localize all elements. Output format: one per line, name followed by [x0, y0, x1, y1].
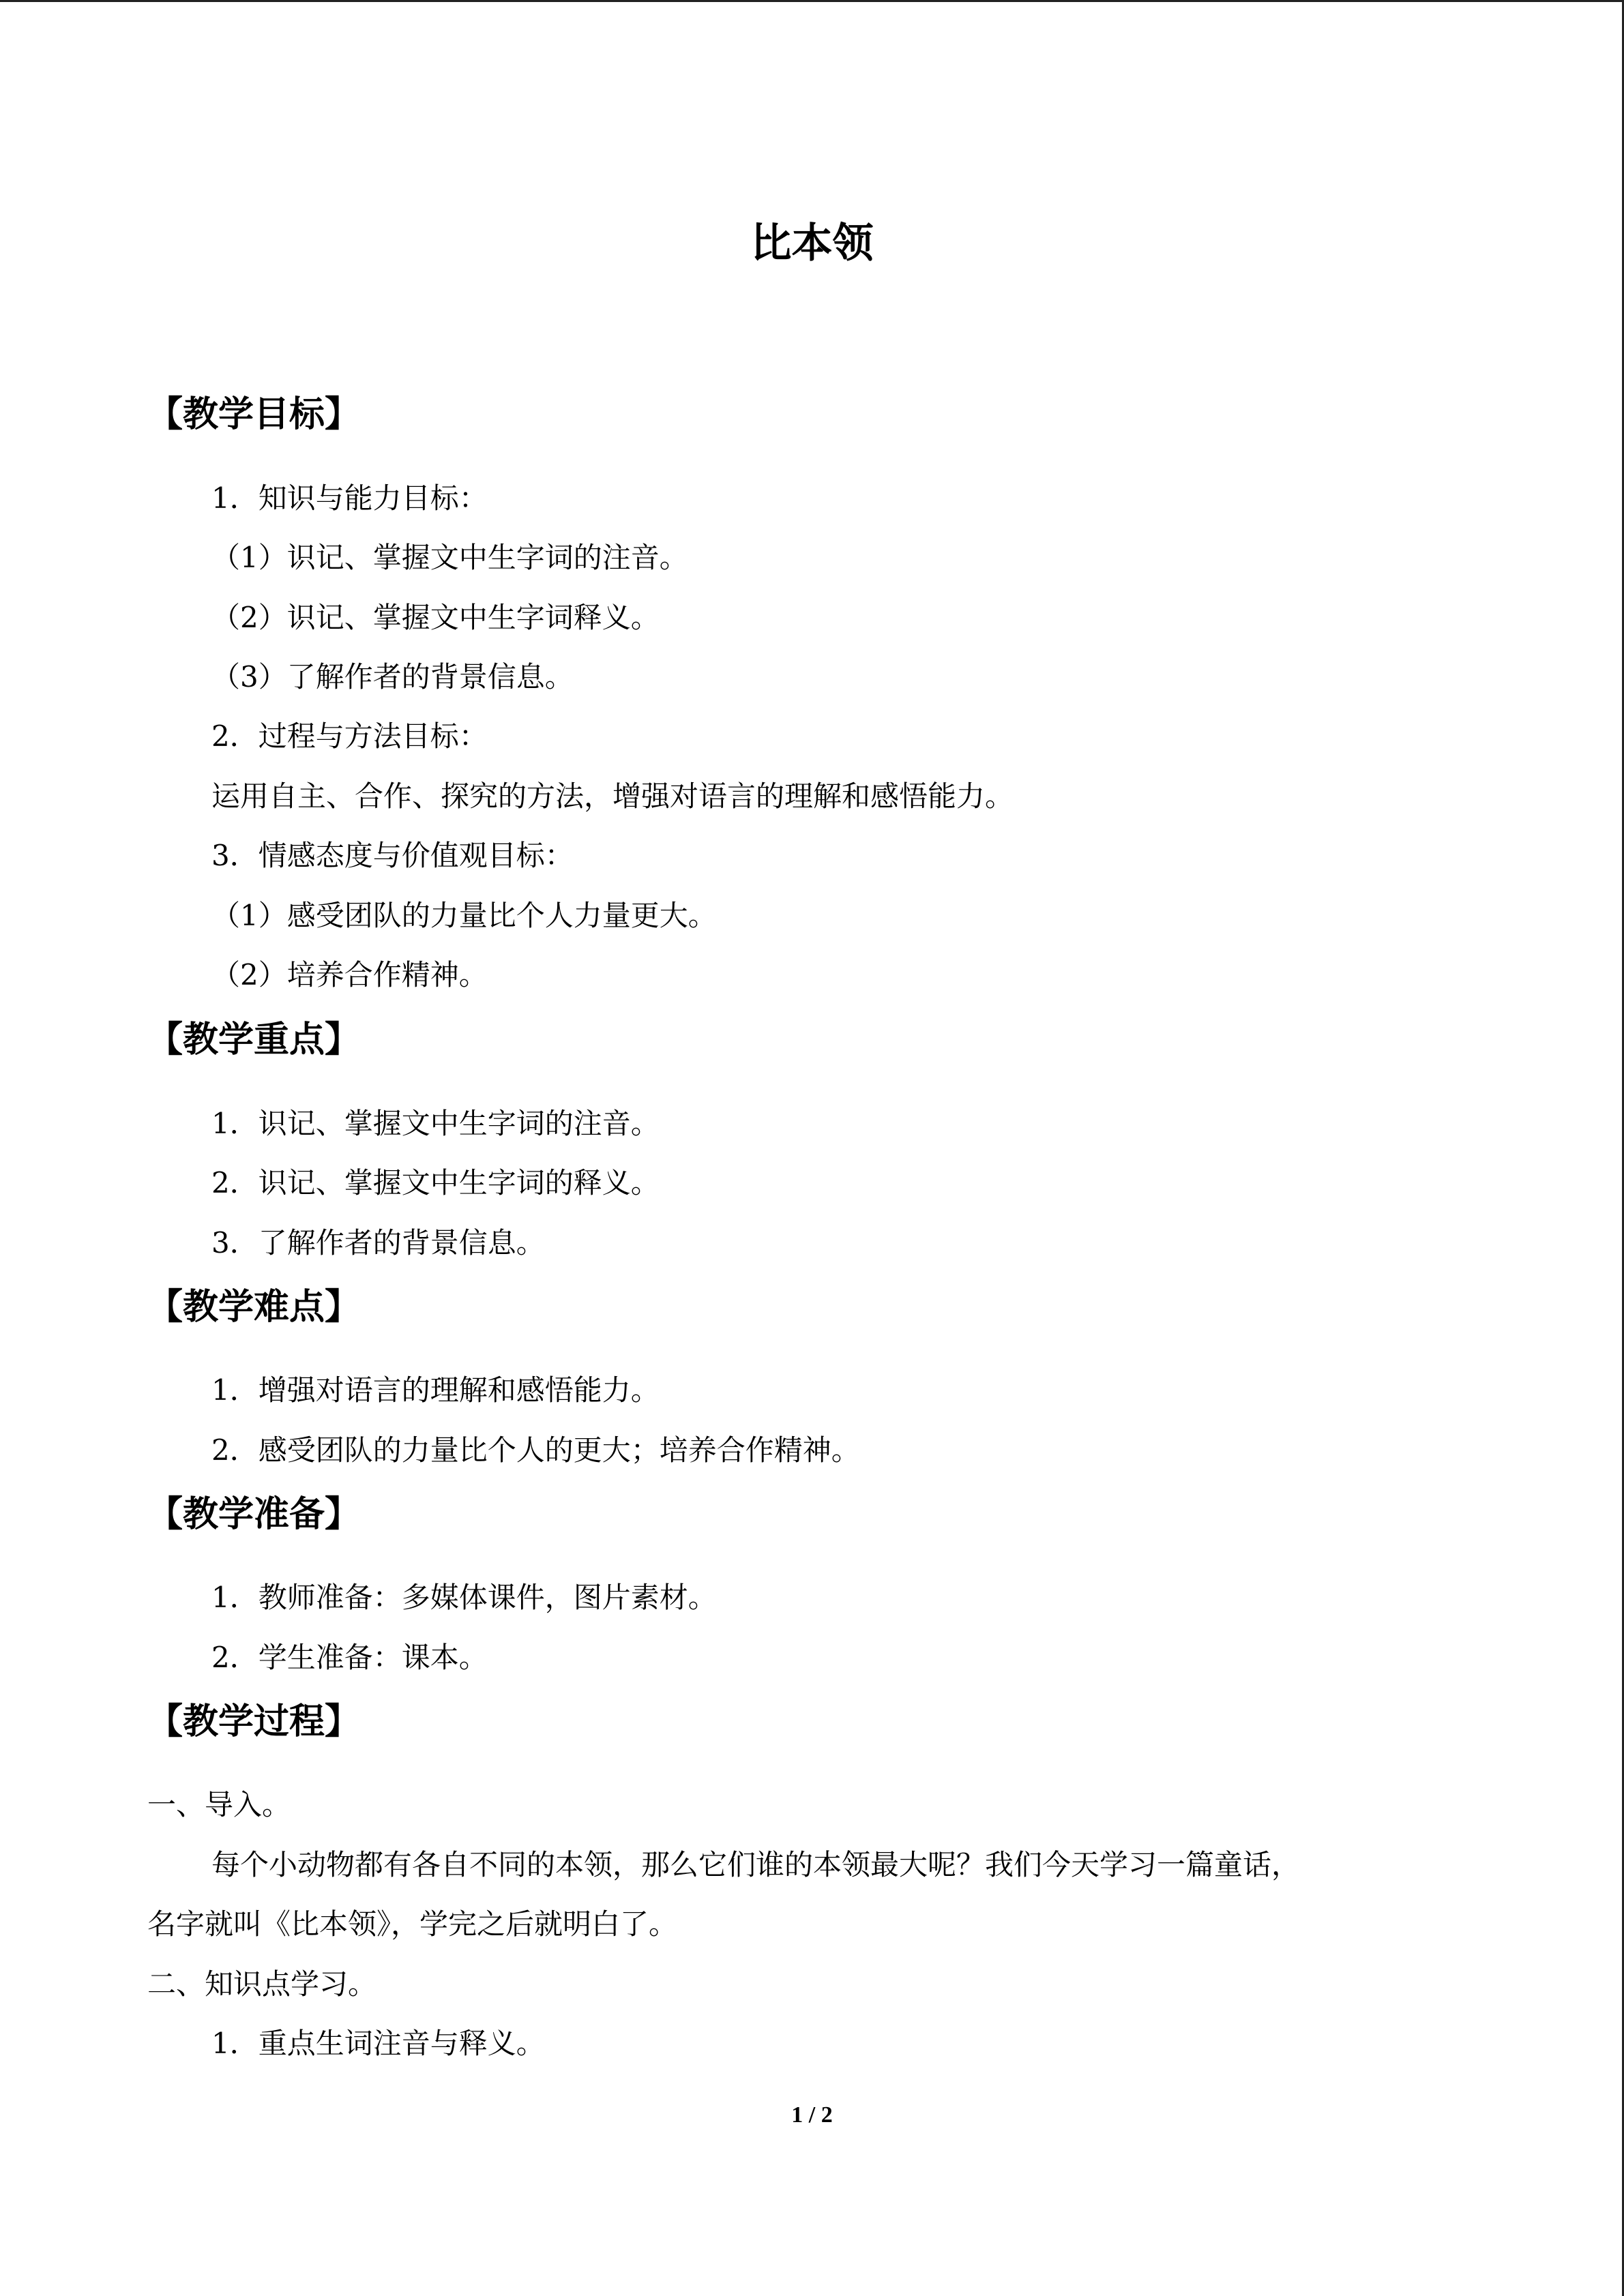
objectives-line-9: （2）培养合作精神。	[211, 958, 488, 992]
objectives-line-3: （2）识记、掌握文中生字词释义。	[211, 601, 660, 634]
preparation-line-2: 2．学生准备：课本。	[211, 1641, 488, 1674]
objectives-line-7: 3．情感态度与价值观目标：	[211, 839, 574, 872]
section-heading-objectives: 【教学目标】	[147, 394, 361, 435]
process-line-5: 1．重点生词注音与释义。	[211, 2027, 545, 2060]
objectives-line-2: （1）识记、掌握文中生字词的注音。	[211, 541, 688, 574]
key-points-line-1: 1．识记、掌握文中生字词的注音。	[211, 1107, 660, 1140]
process-line-3: 名字就叫《比本领》，学完之后就明白了。	[147, 1907, 678, 1941]
section-heading-difficulties: 【教学难点】	[147, 1287, 361, 1328]
process-line-2: 每个小动物都有各自不同的本领，那么它们谁的本领最大呢？我们今天学习一篇童话，	[211, 1848, 1301, 1881]
page-number: 1 / 2	[791, 2102, 833, 2128]
objectives-line-4: （3）了解作者的背景信息。	[211, 660, 574, 694]
difficulties-line-1: 1．增强对语言的理解和感悟能力。	[211, 1373, 660, 1407]
section-heading-preparation: 【教学准备】	[147, 1494, 361, 1535]
key-points-line-2: 2．识记、掌握文中生字词的释义。	[211, 1166, 660, 1199]
section-heading-process: 【教学过程】	[147, 1701, 361, 1742]
page-title: 比本领	[750, 220, 874, 267]
key-points-line-3: 3．了解作者的背景信息。	[211, 1226, 545, 1259]
difficulties-line-2: 2．感受团队的力量比个人的更大；培养合作精神。	[211, 1433, 860, 1467]
process-line-1: 一、导入。	[147, 1788, 291, 1821]
objectives-line-6: 运用自主、合作、探究的方法，增强对语言的理解和感悟能力。	[211, 779, 1014, 813]
objectives-line-5: 2．过程与方法目标：	[211, 719, 488, 753]
section-heading-key-points: 【教学重点】	[147, 1019, 361, 1060]
objectives-line-1: 1．知识与能力目标：	[211, 481, 488, 515]
objectives-line-8: （1）感受团队的力量比个人力量更大。	[211, 899, 717, 932]
preparation-line-1: 1．教师准备：多媒体课件，图片素材。	[211, 1581, 717, 1614]
process-line-4: 二、知识点学习。	[147, 1967, 377, 2001]
